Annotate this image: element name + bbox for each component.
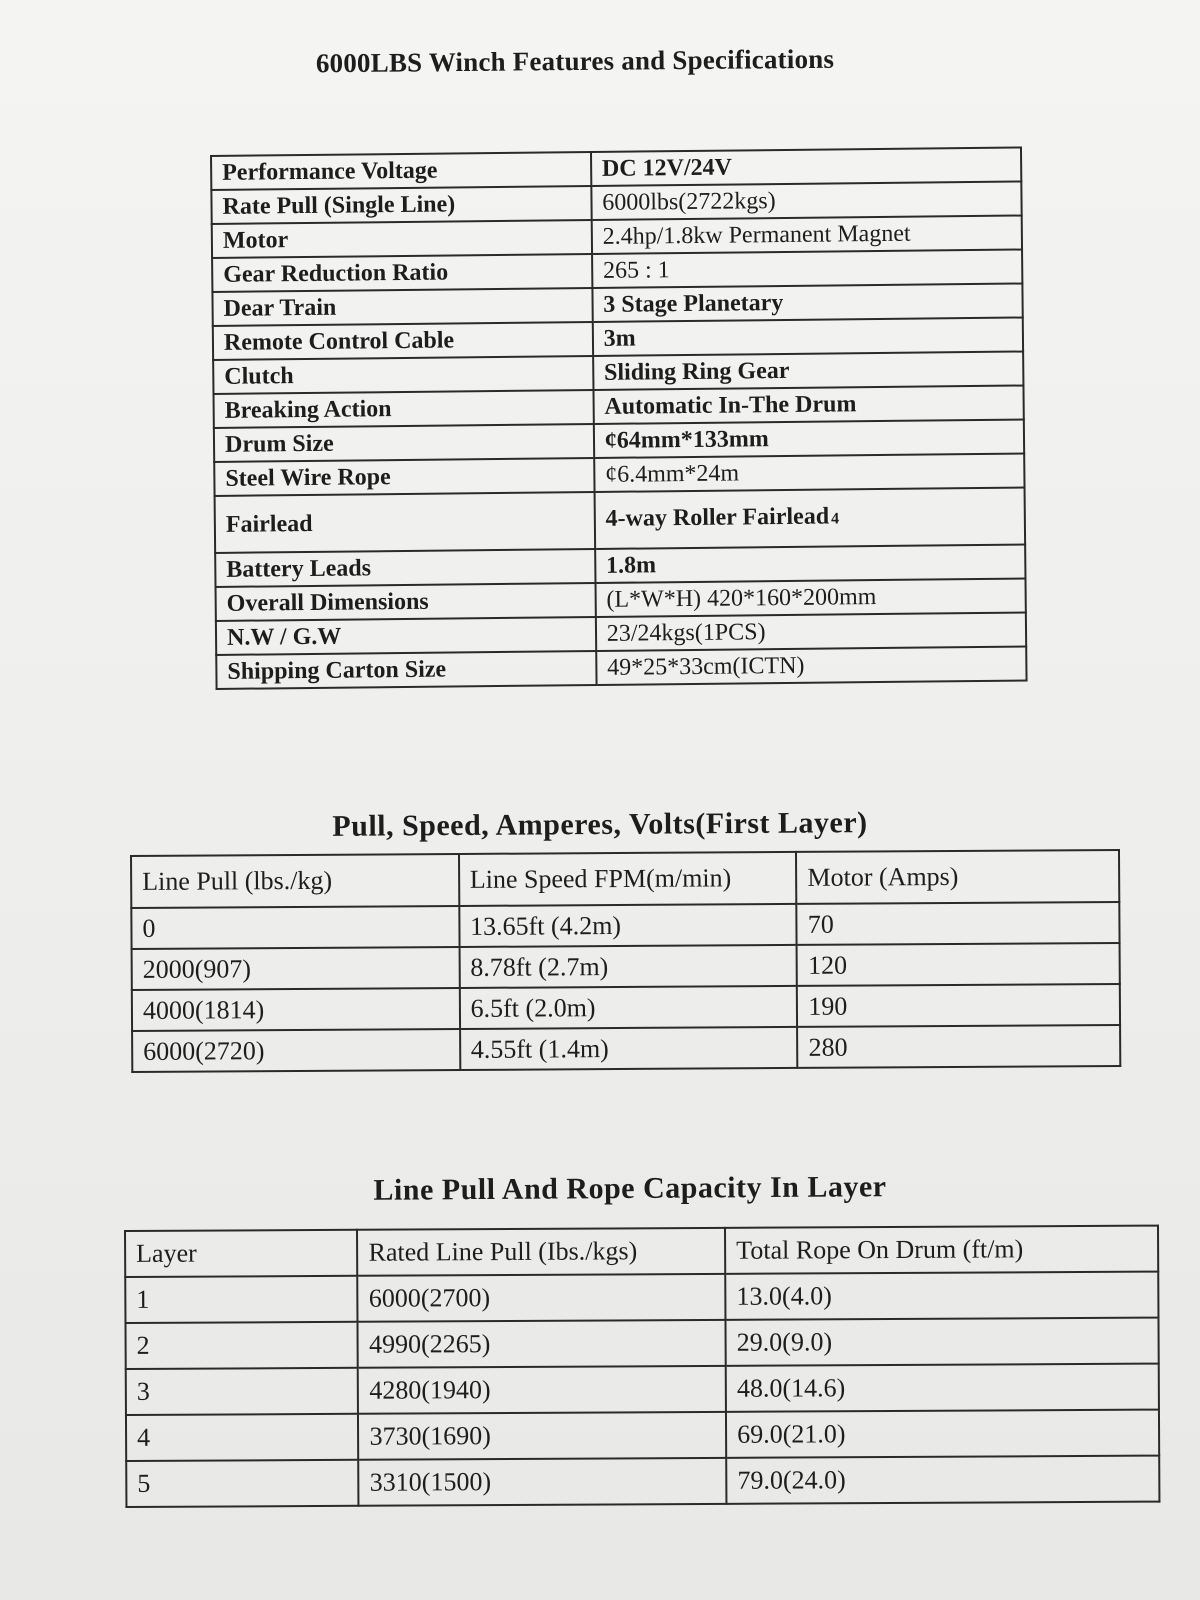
table-cell: 4.55ft (1.4m) [460,1027,798,1070]
table-cell: 4280(1940) [358,1366,726,1414]
table-cell: 6000(2700) [358,1274,726,1322]
table-cell: 6000(2720) [132,1029,460,1072]
fairlead-value: 4-way Roller Fairlead [605,503,830,532]
rope-capacity-table [124,1225,1160,1508]
table-cell: 6.5ft (2.0m) [459,986,797,1029]
table-header-row [131,850,1119,908]
table-row [126,1364,1159,1415]
layer-section-title: Line Pull And Rope Capacity In Layer [373,1170,887,1207]
table-row [126,1456,1159,1507]
table-cell: 3730(1690) [358,1412,726,1460]
table-cell: 4000(1814) [132,988,460,1031]
table-row [132,943,1120,990]
table-cell: 4 [126,1414,359,1461]
table-cell: 69.0(21.0) [726,1410,1159,1458]
table-cell: 2000(907) [132,947,460,990]
table-cell: 48.0(14.6) [726,1364,1159,1412]
spec-value: 3 Stage Planetary [592,283,1023,322]
spec-value: 6000lbs(2722kgs) [591,182,1022,221]
spec-label: Performance Voltage [211,152,591,190]
table-row [131,902,1119,949]
document-title: 6000LBS Winch Features and Specifications [315,43,835,79]
spec-value: 1.8m [595,544,1026,583]
table-cell: 3 [126,1368,359,1415]
column-header: Line Pull (lbs./kg) [131,854,459,908]
column-header: Total Rope On Drum (ft/m) [725,1226,1158,1274]
spec-value: DC 12V/24V [591,148,1022,187]
table-cell: 29.0(9.0) [726,1318,1159,1366]
spec-label: Gear Reduction Ratio [212,254,592,292]
column-header: Line Speed FPM(m/min) [459,852,797,906]
table-row [125,1272,1158,1323]
table-row [132,1025,1120,1072]
spec-label: Remote Control Cable [213,322,593,360]
spec-value: (L*W*H) 420*160*200mm [595,578,1026,617]
spec-label: Overall Dimensions [216,583,596,621]
spec-label: N.W / G.W [216,617,596,655]
column-header: Layer [125,1230,358,1277]
spec-label: Battery Leads [215,549,595,587]
spec-label: Dear Train [212,288,592,326]
table-cell: 79.0(24.0) [726,1456,1159,1504]
spec-value: 49*25*33cm(ICTN) [596,646,1027,685]
table-cell: 1 [125,1276,358,1323]
spec-value: 23/24kgs(1PCS) [596,612,1027,651]
table-cell: 3310(1500) [359,1458,727,1506]
spec-value: ¢6.4mm*24m [594,453,1025,492]
spec-label: Rate Pull (Single Line) [211,186,591,224]
table-row [132,984,1120,1031]
table-cell: 120 [797,943,1120,986]
spec-value: 2.4hp/1.8kw Permanent Magnet [591,216,1022,255]
table-cell: 0 [131,906,459,949]
spec-label: Fairlead [215,492,595,553]
spec-value: Sliding Ring Gear [593,351,1024,390]
table-cell: 70 [797,902,1120,945]
table-cell: 190 [797,984,1120,1027]
spec-label: Motor [212,220,592,258]
table-row [125,1318,1158,1369]
spec-label: Steel Wire Rope [214,458,594,496]
spec-value: 265 : 1 [592,250,1023,289]
pull-speed-table [130,849,1121,1073]
spec-value: 3m [593,317,1024,356]
spec-label: Breaking Action [214,390,594,428]
table-row [126,1410,1159,1461]
fairlead-suffix: 4 [831,510,840,528]
spec-value: ¢64mm*133mm [594,419,1025,458]
table-cell: 2 [125,1322,358,1369]
spec-value: Automatic In-The Drum [593,385,1024,424]
spec-label: Clutch [213,356,593,394]
table-cell: 280 [797,1025,1120,1068]
column-header: Rated Line Pull (Ibs./kgs) [357,1228,725,1276]
spec-label: Drum Size [214,424,594,462]
column-header: Motor (Amps) [796,850,1119,904]
table-header-row [125,1226,1158,1277]
table-cell: 13.65ft (4.2m) [459,904,797,947]
table-cell: 13.0(4.0) [725,1272,1158,1320]
table-cell: 5 [126,1460,359,1507]
table-row [215,487,1026,552]
table-row [216,646,1026,688]
pull-section-title: Pull, Speed, Amperes, Volts(First Layer) [332,806,868,843]
spec-value [594,487,1025,549]
table-cell: 4990(2265) [358,1320,726,1368]
spec-label: Shipping Carton Size [216,651,596,689]
specifications-table [210,146,1028,689]
table-cell: 8.78ft (2.7m) [459,945,797,988]
